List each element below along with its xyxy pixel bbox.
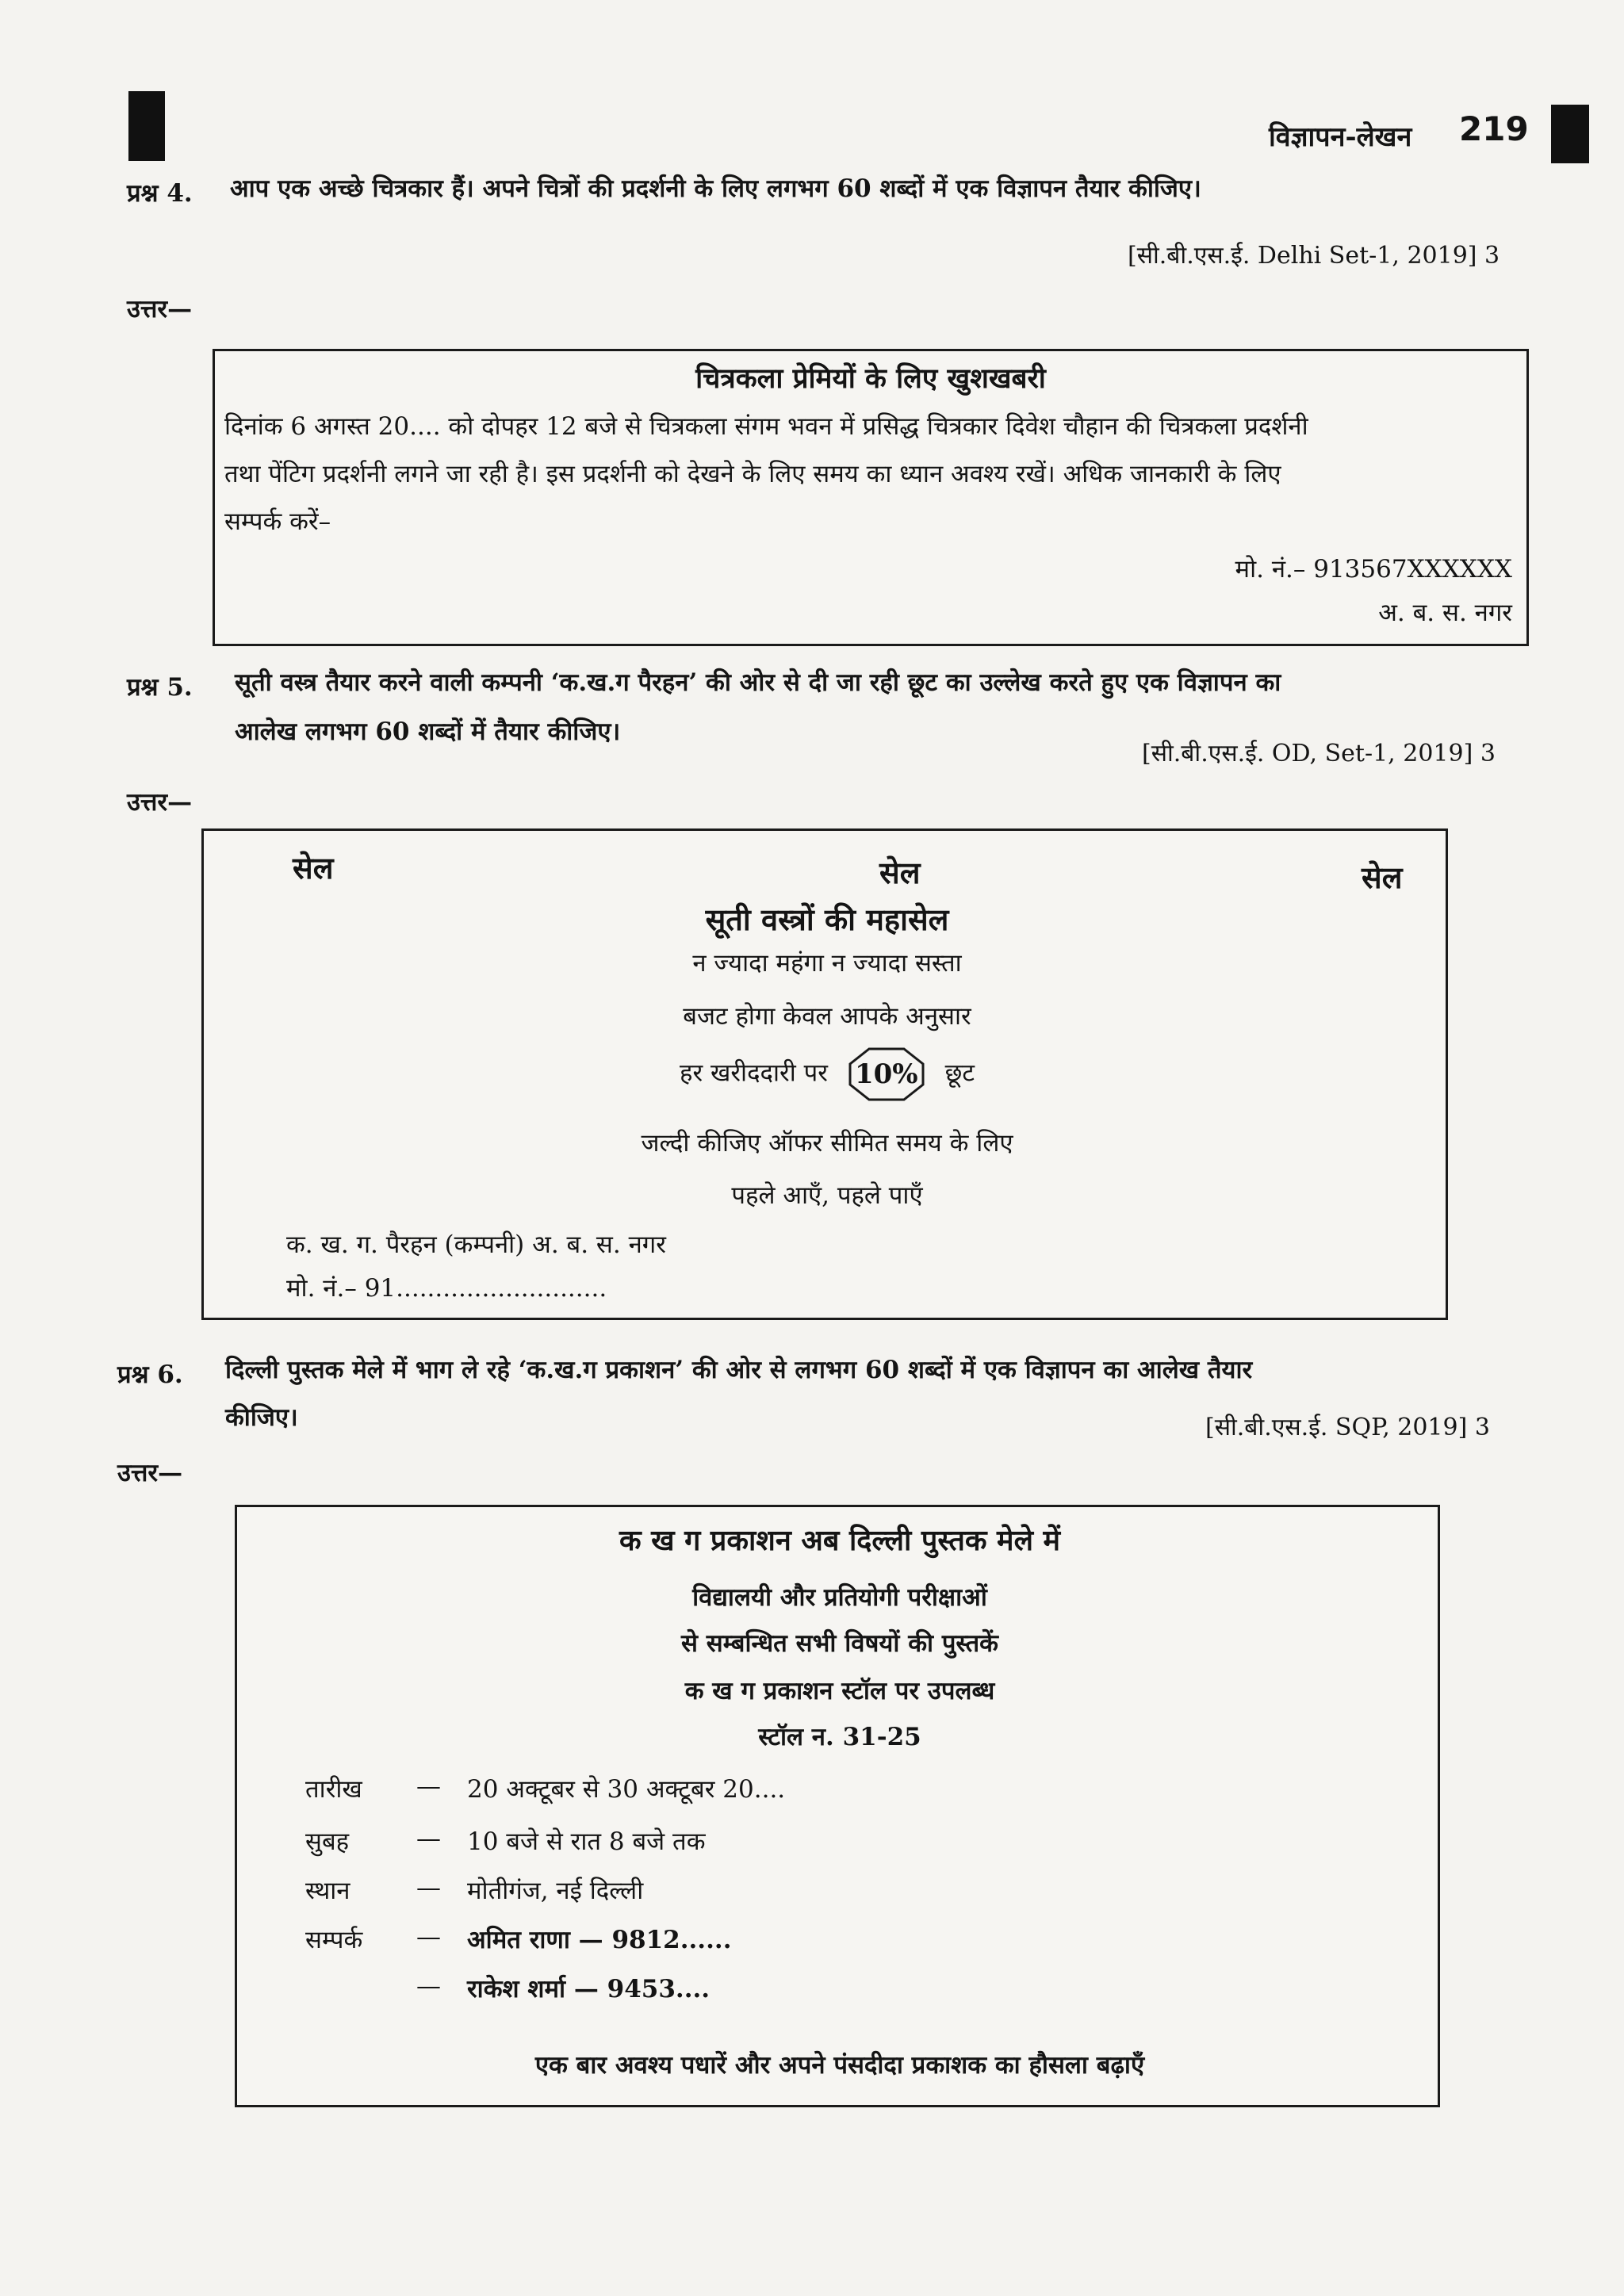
- detail-row-contact: [305, 1911, 785, 1961]
- q5-label: प्रश्न 5.: [127, 673, 193, 702]
- q6-label: प्रश्न 6.: [117, 1360, 183, 1389]
- detail-value: 20 अक्टूबर से 30 अक्टूबर 20....: [467, 1775, 786, 1804]
- q6-ad-box: [235, 1505, 1440, 2107]
- q5-answer-label: उत्तर—: [127, 788, 193, 817]
- q4-answer-label: उत्तर—: [127, 295, 193, 323]
- q4-ad-line2: तथा पेंटिग प्रदर्शनी लगने जा रही है। इस प्रदर्शनी को देखने के लिए समय का ध्यान अवश्य रखें। अधिक जानकारी के लिए: [224, 460, 1281, 488]
- detail-key: [305, 1961, 416, 2010]
- detail-row-date: [305, 1767, 785, 1810]
- detail-key: सुबह: [305, 1827, 350, 1856]
- detail-dash: —: [416, 1873, 441, 1902]
- q4-text: आप एक अच्छे चित्रकार हैं। अपने चित्रों की प्रदर्शनी के लिए लगभग 60 शब्दों में एक विज्ञापन तैयार कीजिए।: [230, 174, 1201, 203]
- q4-label: प्रश्न 4.: [127, 179, 193, 208]
- q5-discount-value: 10%: [854, 1058, 918, 1090]
- q5-discount-row: [204, 1047, 1450, 1102]
- page-tab-marker-left: [128, 91, 165, 161]
- running-title: विज्ञापन-लेखन: [1269, 121, 1412, 153]
- q4-ad-title: चित्रकला प्रेमियों के लिए खुशखबरी: [695, 362, 1046, 395]
- q5-sale-right: सेल: [1362, 859, 1403, 895]
- q5-ad-line4: पहले आएँ, पहले पाएँ: [731, 1181, 923, 1210]
- q6-ad-line1: विद्यालयी और प्रतियोगी परीक्षाओं: [692, 1583, 987, 1612]
- detail-dash: —: [416, 1972, 441, 2000]
- detail-value: 10 बजे से रात 8 बजे तक: [467, 1827, 706, 1856]
- q6-answer-label: उत्तर—: [117, 1459, 183, 1487]
- detail-key: स्थान: [305, 1877, 350, 1905]
- page-tab-marker-right: [1551, 105, 1589, 163]
- detail-row-time: [305, 1810, 785, 1862]
- q6-ad-line2: से सम्बन्धित सभी विषयों की पुस्तकें: [681, 1629, 998, 1658]
- detail-value: अमित राणा — 9812......: [467, 1926, 732, 1954]
- q4-ad-phone: मो. नं.– 913567XXXXXX: [1235, 555, 1512, 584]
- detail-key: तारीख: [305, 1775, 362, 1804]
- q4-ad-line1: दिनांक 6 अगस्त 20.... को दोपहर 12 बजे से चित्रकला संगम भवन में प्रसिद्ध चित्रकार दिवेश चौहान की चित्रकला प्रदर्शनी: [224, 412, 1308, 441]
- q4-ad-line3: सम्पर्क करें–: [224, 507, 331, 536]
- q6-ad-stall: स्टॉल न. 31-25: [758, 1723, 921, 1751]
- q6-source: [सी.बी.एस.ई. SQP, 2019] 3: [1205, 1414, 1490, 1441]
- q6-details-table: [305, 1767, 785, 2010]
- q6-text-line1: दिल्ली पुस्तक मेले में भाग ले रहे ‘क.ख.ग प्रकाशन’ की ओर से लगभग 60 शब्दों में एक विज्ञापन का आलेख तैयार: [225, 1356, 1253, 1384]
- q5-text-line1: सूती वस्त्र तैयार करने वाली कम्पनी ‘क.ख.ग पैरहन’ की ओर से दी जा रही छूट का उल्लेख करते हुए एक विज्ञापन का: [235, 668, 1281, 697]
- q5-sale-left: सेल: [293, 850, 334, 886]
- q5-ad-company: क. ख. ग. पैरहन (कम्पनी) अ. ब. स. नगर: [286, 1230, 666, 1259]
- page-number: 219: [1459, 109, 1529, 148]
- q6-ad-title: क ख ग प्रकाशन अब दिल्ली पुस्तक मेले में: [619, 1524, 1061, 1557]
- q5-ad-line2: बजट होगा केवल आपके अनुसार: [683, 1002, 971, 1031]
- detail-row-contact-2: [305, 1961, 785, 2010]
- q6-text-line2: कीजिए।: [225, 1403, 298, 1432]
- q5-source: [सी.बी.एस.ई. OD, Set-1, 2019] 3: [1142, 740, 1496, 767]
- discount-octagon-badge: [847, 1047, 926, 1102]
- q4-ad-place: अ. ब. स. नगर: [1378, 599, 1512, 627]
- q5-ad-phone: मो. नं.– 91...........................: [286, 1274, 607, 1303]
- detail-dash: —: [416, 1923, 441, 1951]
- q5-discount-suffix: छूट: [944, 1058, 975, 1088]
- q5-ad-line1: न ज्यादा महंगा न ज्यादा सस्ता: [692, 949, 962, 978]
- q5-text-line2: आलेख लगभग 60 शब्दों में तैयार कीजिए।: [235, 718, 621, 746]
- q5-sale-center: सेल: [879, 855, 921, 890]
- detail-value: राकेश शर्मा — 9453....: [467, 1975, 710, 2003]
- q5-ad-title: सूती वस्त्रों की महासेल: [705, 901, 949, 937]
- detail-key: सम्पर्क: [305, 1926, 363, 1954]
- detail-dash: —: [416, 1824, 441, 1853]
- q4-source: [सी.बी.एस.ई. Delhi Set-1, 2019] 3: [1128, 242, 1500, 270]
- detail-row-place: [305, 1862, 785, 1911]
- q6-ad-line3: क ख ग प्रकाशन स्टॉल पर उपलब्ध: [684, 1677, 995, 1705]
- detail-value: मोतीगंज, नई दिल्ली: [467, 1877, 644, 1905]
- q5-ad-box: [201, 828, 1448, 1320]
- q5-discount-prefix: हर खरीददारी पर: [680, 1058, 828, 1088]
- q5-ad-line3: जल्दी कीजिए ऑफर सीमित समय के लिए: [641, 1129, 1013, 1158]
- detail-dash: —: [416, 1772, 441, 1800]
- q4-ad-box: [213, 349, 1529, 646]
- q6-ad-footer: एक बार अवश्य पधारें और अपने पंसदीदा प्रकाशक का हौसला बढ़ाएँ: [534, 2051, 1145, 2080]
